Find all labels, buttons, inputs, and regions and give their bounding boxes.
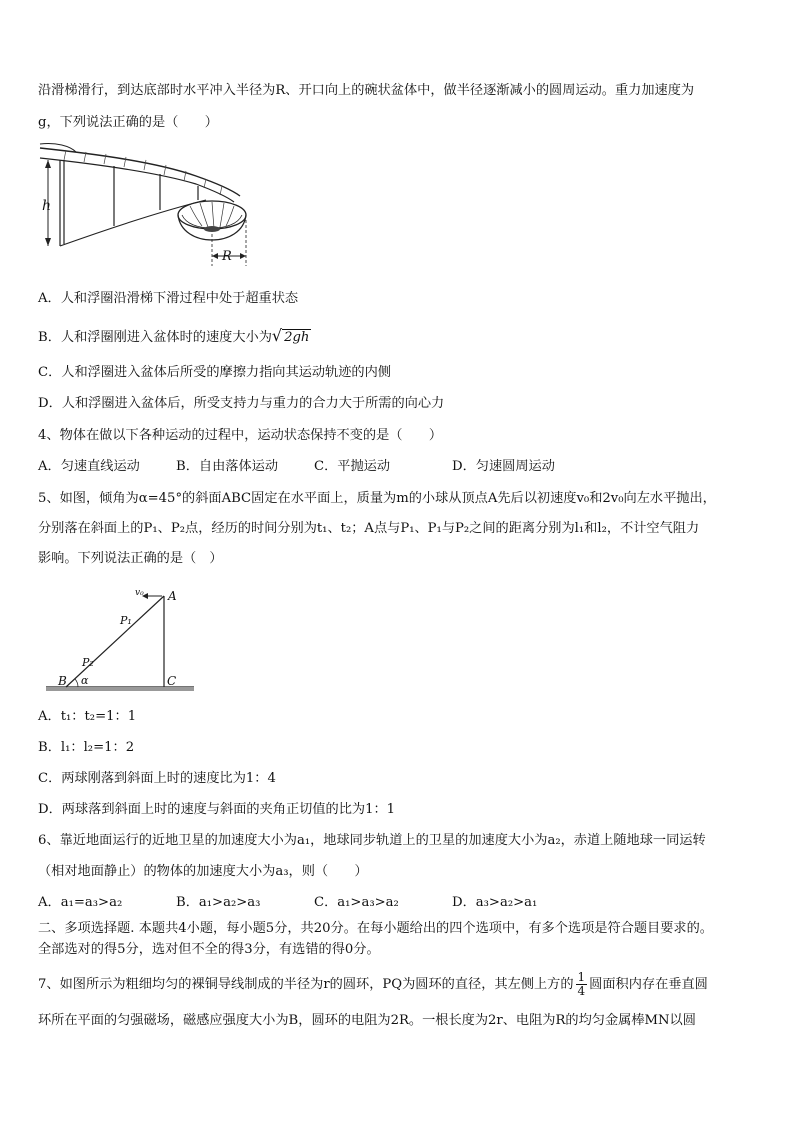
- incline-figure: [44, 584, 204, 694]
- R-label: R: [222, 249, 232, 264]
- point-P2-label: P₂: [82, 656, 94, 669]
- q7-stem-line1-b: 圆面积内存在垂直圆: [589, 977, 708, 992]
- q7-stem-line2: 环所在平面的匀强磁场，磁感应强度大小为B，圆环的电阻为2R。一根长度为2r、电阻为R的均匀金属棒MN以圆: [38, 1013, 696, 1028]
- q5-option-c: C．两球刚落到斜面上时的速度比为1：4: [38, 771, 276, 786]
- v0-label: v₀: [135, 588, 144, 598]
- q3-stem-line2: g，下列说法正确的是（ ）: [38, 115, 218, 130]
- h-label: h: [42, 198, 52, 214]
- section2-line2: 全部选对的得5分，选对但不全的得3分，有选错的得0分。: [38, 942, 380, 957]
- q3-stem-line1: 沿滑梯滑行，到达底部时水平冲入半径为R、开口向上的碗状盆体中，做半径逐渐减小的圆周运动。重力加速度为: [38, 83, 695, 98]
- q3-option-d: D．人和浮圈进入盆体后，所受支持力与重力的合力大于所需的向心力: [38, 396, 445, 411]
- q6-option-c: C．a₁>a₃>a₂: [314, 895, 399, 910]
- fraction-numerator: 1: [577, 970, 586, 984]
- alpha-label: α: [81, 674, 89, 687]
- q4-stem: 4、物体在做以下各种运动的过程中，运动状态保持不变的是（ ）: [38, 428, 443, 443]
- q3-option-a: A．人和浮圈沿滑梯下滑过程中处于超重状态: [38, 291, 299, 306]
- water-slide-figure: [36, 140, 268, 270]
- q7-stem-line1-a: 7、如图所示为粗细均匀的裸铜导线制成的半径为r的圆环，PQ为圆环的直径，其左侧上方的: [38, 977, 574, 992]
- sqrt-symbol: √ 2gh: [271, 326, 310, 345]
- q5-option-b: B．l₁：l₂=1：2: [38, 740, 135, 755]
- point-P1-label: P₁: [120, 614, 132, 627]
- point-A-label: A: [168, 589, 177, 603]
- q4-option-c: C．平抛运动: [314, 459, 391, 474]
- q6-option-b: B．a₁>a₂>a₃: [176, 895, 261, 910]
- q6-option-a: A．a₁=a₃>a₂: [38, 895, 123, 910]
- section2-line1: 二、多项选择题. 本题共4小题，每小题5分，共20分。在每小题给出的四个选项中，有多个选项是符合题目要求的。: [38, 921, 713, 936]
- q6-option-d: D．a₃>a₂>a₁: [452, 895, 538, 910]
- q4-option-b: B．自由落体运动: [176, 459, 279, 474]
- q5-stem-line1: 5、如图，倾角为α=45°的斜面ABC固定在水平面上，质量为m的小球从顶点A先后以初速度v₀和2v₀向左水平抛出，: [38, 491, 716, 506]
- q5-stem-line2: 分别落在斜面上的P₁、P₂点，经历的时间分别为t₁、t₂；A点与P₁、P₁与P₂之间的距离分别为l₁和l₂，不计空气阻力: [38, 521, 700, 536]
- q5-option-a: A．t₁：t₂=1：1: [38, 709, 137, 724]
- point-C-label: C: [167, 674, 177, 688]
- quarter-fraction: [576, 971, 588, 998]
- q3-option-b-math: 2gh: [284, 330, 310, 345]
- q3-option-b-text: B．人和浮圈刚进入盆体时的速度大小为: [38, 330, 272, 345]
- q3-option-c: C．人和浮圈进入盆体后所受的摩擦力指向其运动轨迹的内侧: [38, 365, 391, 380]
- q4-option-a: A．匀速直线运动: [38, 459, 140, 474]
- q7-stem-line1: [38, 971, 708, 998]
- q6-stem-line2: （相对地面静止）的物体的加速度大小为a₃，则（ ）: [38, 864, 368, 879]
- q6-stem-line1: 6、靠近地面运行的近地卫星的加速度大小为a₁，地球同步轨道上的卫星的加速度大小为a₂，赤道上随地球一同运转: [38, 833, 706, 848]
- point-B-label: B: [58, 674, 67, 688]
- q5-option-d: D．两球落到斜面上时的速度与斜面的夹角正切值的比为1：1: [38, 802, 396, 817]
- fraction-denominator: 4: [577, 984, 586, 998]
- q3-option-b: [38, 327, 311, 347]
- q4-option-d: D．匀速圆周运动: [452, 459, 555, 474]
- q5-stem-line3: 影响。下列说法正确的是（ ）: [38, 551, 223, 566]
